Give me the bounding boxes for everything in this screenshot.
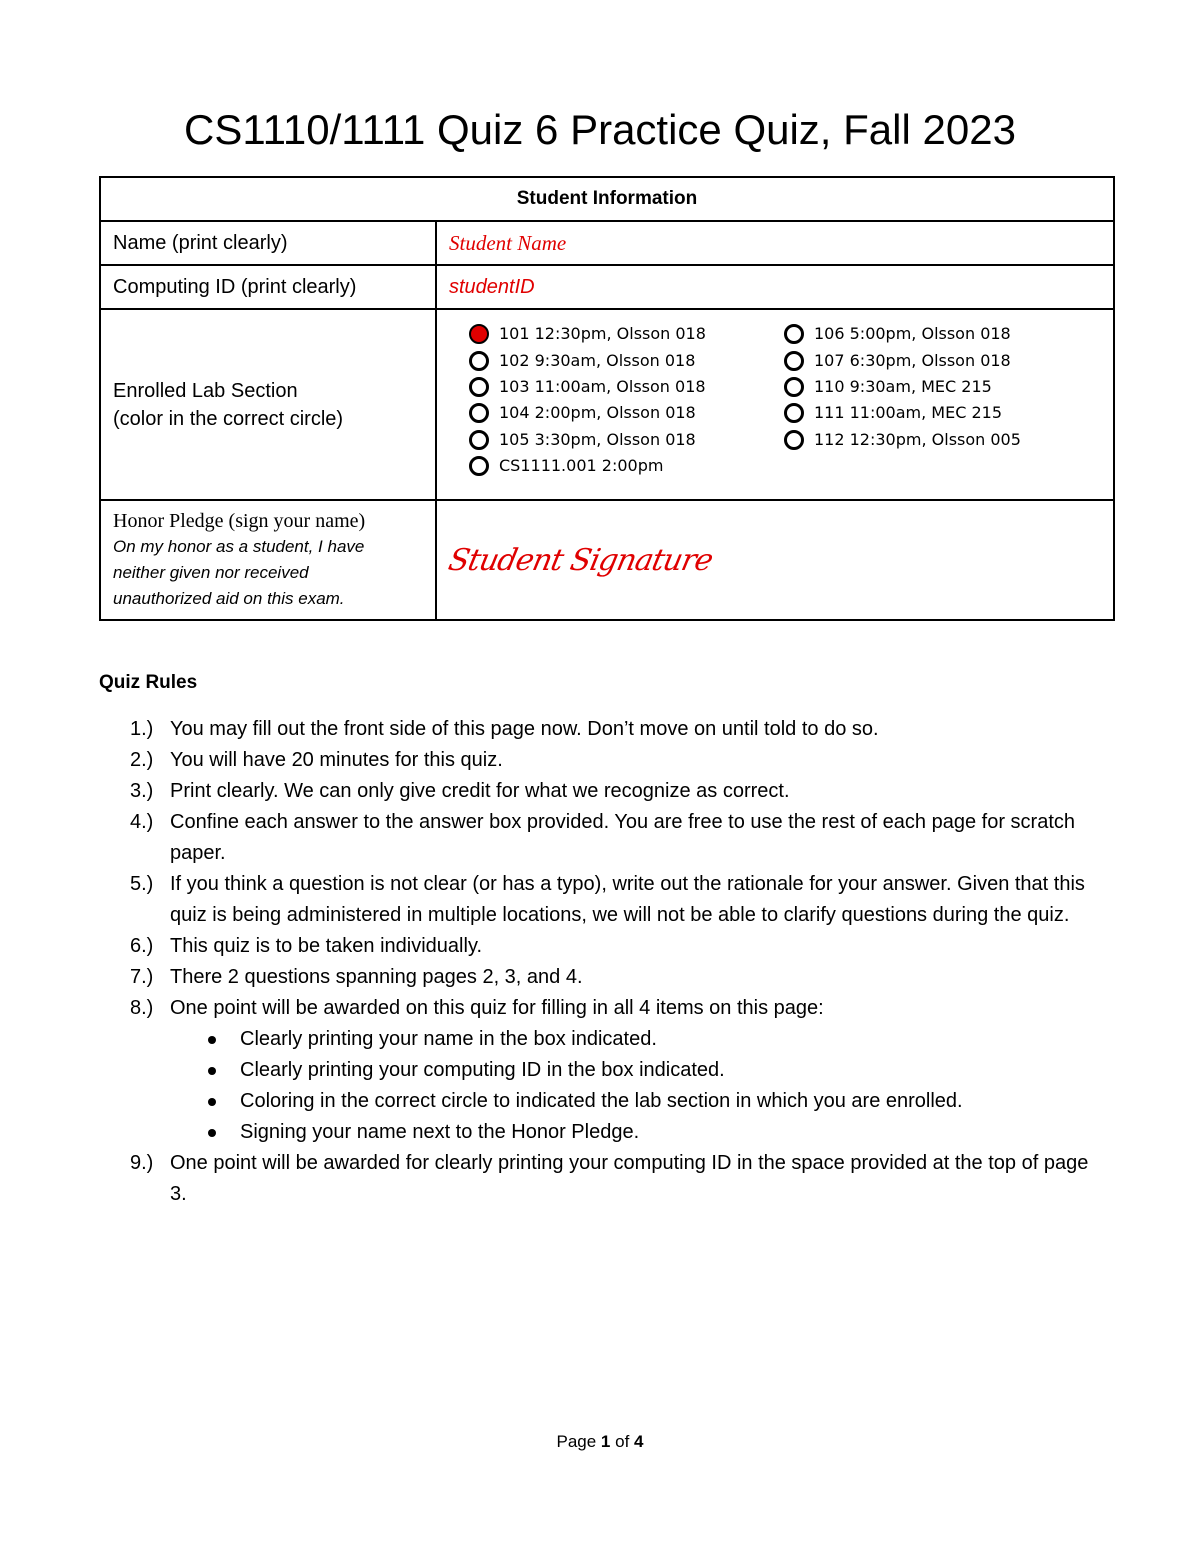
lab-section-option-label: 112 12:30pm, Olsson 005 [814,430,1021,449]
rule-number: 5.) [130,873,154,895]
rule-number: 1.) [130,718,154,740]
rule-sub-item: Signing your name next to the Honor Pledge. [240,1117,1105,1148]
page-number: 1 [600,1432,611,1451]
rule-text: One point will be awarded for clearly printing your computing ID in the space provided at the top of page 3. [170,1152,1089,1205]
lab-section-option[interactable] [469,321,706,347]
lab-section-option[interactable] [469,374,706,400]
radio-circle-icon[interactable] [469,351,489,371]
student-info-header: Student Information [100,177,1114,221]
lab-section-option[interactable] [784,348,1011,374]
rule-sub-list [170,1024,1105,1148]
honor-pledge-line: On my honor as a student, I have [113,537,365,556]
signature-value: Student Signature [445,542,716,578]
rule-number: 4.) [130,811,154,833]
computing-id-value: studentID [449,275,535,298]
rule-number: 9.) [130,1152,154,1174]
lab-section-label-line2: (color in the correct circle) [113,407,344,430]
radio-circle-icon[interactable] [469,377,489,397]
radio-circle-icon[interactable] [784,403,804,423]
rule-sub-item: Clearly printing your name in the box indicated. [240,1024,1105,1055]
radio-circle-icon[interactable] [469,324,489,344]
rule-item [130,776,1105,807]
lab-section-option-label: 107 6:30pm, Olsson 018 [814,351,1011,370]
rule-item [130,745,1105,776]
lab-section-label-line1: Enrolled Lab Section [113,379,298,402]
radio-circle-icon[interactable] [784,377,804,397]
lab-section-option[interactable] [784,427,1021,453]
page-footer [0,1432,1200,1452]
lab-section-option[interactable] [469,453,663,479]
lab-section-option-label: 106 5:00pm, Olsson 018 [814,324,1011,343]
rule-sub-item: Clearly printing your computing ID in the box indicated. [240,1055,1105,1086]
rule-text: Print clearly. We can only give credit for what we recognize as correct. [170,780,790,802]
rule-number: 6.) [130,935,154,957]
computing-id-field[interactable] [436,265,1114,309]
lab-section-options [436,309,1114,500]
radio-circle-icon[interactable] [469,403,489,423]
rule-item [130,714,1105,745]
lab-section-option[interactable] [469,348,695,374]
rule-text: Confine each answer to the answer box provided. You are free to use the rest of each page for scratch paper. [170,811,1075,864]
rule-item [130,807,1105,869]
quiz-rules-list [130,714,1105,1210]
radio-circle-icon[interactable] [784,351,804,371]
rule-item [130,962,1105,993]
radio-circle-icon[interactable] [784,430,804,450]
rule-number: 2.) [130,749,154,771]
honor-pledge-title: Honor Pledge (sign your name) [113,510,366,532]
rule-text: This quiz is to be taken individually. [170,935,483,957]
honor-pledge-label [100,500,436,620]
rule-number: 3.) [130,780,154,802]
rule-text: One point will be awarded on this quiz for filling in all 4 items on this page: [170,997,824,1019]
name-value: Student Name [449,230,567,255]
lab-section-option-label: 102 9:30am, Olsson 018 [499,351,696,370]
lab-section-option[interactable] [784,374,992,400]
of-word: of [615,1432,630,1451]
quiz-rules-heading: Quiz Rules [99,672,198,693]
page-total: 4 [634,1432,644,1451]
radio-circle-icon[interactable] [469,456,489,476]
lab-section-option[interactable] [469,427,696,453]
lab-section-label [100,309,436,500]
signature-field[interactable] [436,500,1114,620]
page-word: Page [556,1432,597,1451]
rule-text: You will have 20 minutes for this quiz. [170,749,503,771]
rule-text: If you think a question is not clear (or has a typo), write out the rationale for your answer. Given that this quiz is being administered in multiple locations, we will not be able to clarify questions during the quiz. [170,873,1085,926]
rule-number: 7.) [130,966,154,988]
lab-section-option-label: 110 9:30am, MEC 215 [814,377,992,396]
computing-id-label: Computing ID (print clearly) [100,265,436,309]
name-label: Name (print clearly) [100,221,436,265]
lab-section-option-label: 105 3:30pm, Olsson 018 [499,430,696,449]
lab-section-option-label: CS1111.001 2:00pm [499,456,664,475]
student-info-table [99,176,1115,621]
rule-item [130,931,1105,962]
lab-section-option-label: 104 2:00pm, Olsson 018 [499,403,696,422]
rule-text: You may fill out the front side of this page now. Don’t move on until told to do so. [170,718,879,740]
lab-section-option-label: 103 11:00am, Olsson 018 [499,377,706,396]
honor-pledge-line: neither given nor received [113,563,309,582]
rule-text: There 2 questions spanning pages 2, 3, and 4. [170,966,583,988]
rule-item [130,993,1105,1148]
rule-sub-item: Coloring in the correct circle to indicated the lab section in which you are enrolled. [240,1086,1105,1117]
radio-circle-icon[interactable] [784,324,804,344]
lab-section-list [449,315,1101,495]
lab-section-option[interactable] [784,400,1002,426]
page-title: CS1110/1111 Quiz 6 Practice Quiz, Fall 2023 [184,106,1016,153]
rule-item [130,1148,1105,1210]
lab-section-option[interactable] [469,400,696,426]
honor-pledge-line: unauthorized aid on this exam. [113,589,345,608]
lab-section-option-label: 101 12:30pm, Olsson 018 [499,324,706,343]
name-field[interactable] [436,221,1114,265]
rule-number: 8.) [130,997,154,1019]
lab-section-option[interactable] [784,321,1011,347]
rule-item [130,869,1105,931]
lab-section-option-label: 111 11:00am, MEC 215 [814,403,1003,422]
radio-circle-icon[interactable] [469,430,489,450]
